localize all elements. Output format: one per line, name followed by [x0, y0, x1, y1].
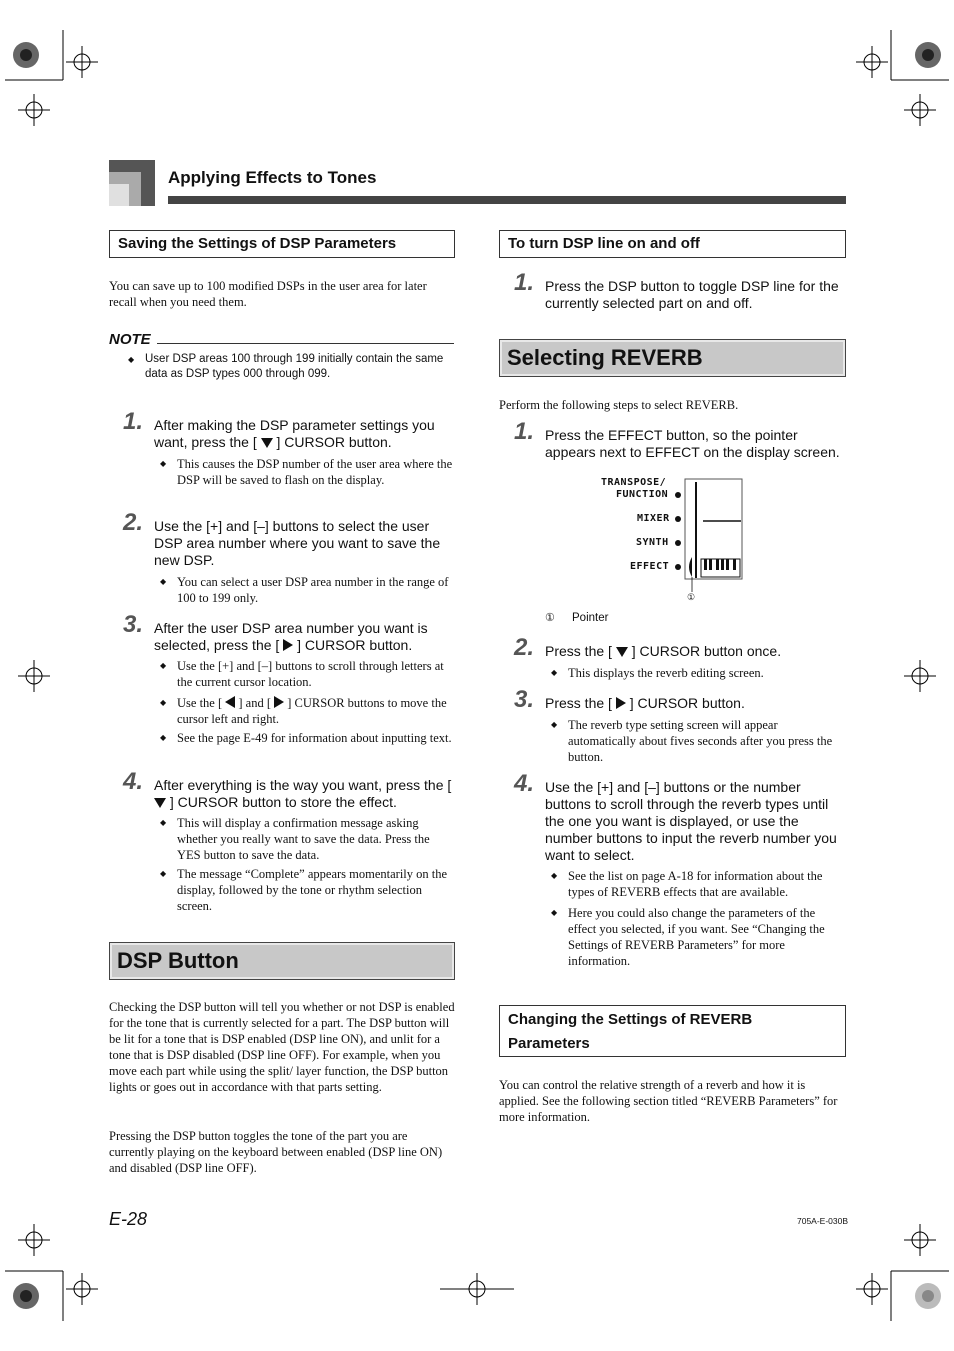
step-number: 1.	[123, 408, 144, 435]
note-title: NOTE	[109, 331, 151, 348]
section-title: Applying Effects to Tones	[168, 168, 377, 187]
pointer-number: ①	[545, 612, 555, 624]
reg-mark-tl	[66, 46, 98, 78]
cursor-right-icon	[274, 696, 284, 708]
step-number: 4.	[514, 770, 535, 797]
list-item: ◆ Use the [+] and [–] buttons to scroll through letters at the current cursor location.	[160, 659, 444, 689]
reg-mark-tl2	[18, 94, 50, 126]
note-rule	[157, 343, 454, 344]
step-number: 2.	[123, 509, 144, 536]
toggle-heading: To turn DSP line on and off	[499, 230, 846, 258]
step-text: Use the [+] and [–] buttons or the number buttons to scroll through the reverb types until the one you want is displayed, or use the number buttons to input the reverb number you want to select.	[545, 779, 837, 863]
list-item: ◆ The reverb type setting screen will appear automatically about fives seconds after you press the button.	[551, 718, 833, 764]
document-code: 705A-E-030B	[797, 1216, 849, 1226]
cursor-down-icon	[616, 647, 628, 657]
pointer-label: Pointer	[572, 612, 609, 624]
lcd-label-function: FUNCTION	[616, 489, 669, 500]
list-item: ◆ This will display a confirmation message asking whether you really want to save the data. Press the YES button to save the data.	[160, 816, 430, 862]
lcd-label-effect: EFFECT	[630, 561, 670, 572]
step-number: 1.	[514, 269, 535, 296]
list-item: ◆ See the page E-49 for information about inputting text.	[160, 731, 452, 745]
cursor-down-icon	[261, 438, 273, 448]
reverb-heading: Selecting REVERB	[499, 339, 846, 377]
step-number: 3.	[123, 611, 144, 638]
reverb-intro: Perform the following steps to select REVERB.	[499, 398, 739, 412]
list-item: ◆ Use the [ ] and [ ] CURSOR buttons to move the cursor left and right.	[160, 696, 447, 726]
lcd-display-diagram	[672, 476, 746, 606]
cursor-right-icon	[283, 639, 293, 651]
section-tab-graphic	[109, 160, 155, 206]
list-item: ◆ See the list on page A-18 for information about the types of REVERB effects that are available.	[551, 869, 823, 899]
step-number: 3.	[514, 686, 535, 713]
lcd-label-transpose: TRANSPOSE/	[601, 477, 667, 488]
step-text: Press the [ ] CURSOR button once.	[545, 643, 782, 659]
dsp-button-heading: DSP Button	[109, 942, 455, 980]
changing-text: You can control the relative strength of a reverb and how it is applied. See the following section titled “REVERB Parameters” for more information.	[499, 1078, 838, 1124]
list-item: ◆ Here you could also change the parameters of the effect you selected, if you want. See “Changing the Settings of REVERB Parameters” for more information.	[551, 906, 825, 968]
lcd-callout: ①	[687, 592, 696, 602]
saving-heading: Saving the Settings of DSP Parameters	[109, 230, 455, 258]
cursor-down-icon	[154, 798, 166, 808]
list-item: ◆ This displays the reverb editing screen.	[551, 666, 764, 680]
dsp-paragraph-2: Pressing the DSP button toggles the tone of the part you are currently playing on the keyboard between enabled (DSP line ON) and disabled (DSP line OFF).	[109, 1129, 443, 1175]
page-number: E-28	[109, 1209, 148, 1229]
step-number: 1.	[514, 418, 535, 445]
saving-intro: You can save up to 100 modified DSPs in the user area for later recall when you need them.	[109, 279, 427, 309]
step-number: 4.	[123, 768, 144, 795]
step-text: After making the DSP parameter settings you want, press the [ ] CURSOR button.	[154, 417, 435, 450]
list-item: ◆ This causes the DSP number of the user area where the DSP will be saved to flash on the display.	[160, 457, 453, 487]
list-item: ◆ The message “Complete” appears momentarily on the display, followed by the tone or rhythm selection screen.	[160, 867, 448, 913]
step-text: Press the DSP button to toggle DSP line for the currently selected part on and off.	[545, 278, 839, 311]
cursor-right-icon	[616, 697, 626, 709]
step-number: 2.	[514, 634, 535, 661]
changing-heading: Changing the Settings of REVERB Parameters	[499, 1005, 846, 1057]
step-text: Use the [+] and [–] buttons to select the user DSP area number where you want to save the new DSP.	[154, 518, 441, 568]
step-text: Press the [ ] CURSOR button.	[545, 695, 745, 711]
lcd-label-mixer: MIXER	[637, 513, 670, 524]
step-text: After the user DSP area number you want is selected, press the [ ] CURSOR button.	[154, 620, 428, 653]
dsp-paragraph-1: Checking the DSP button will tell you whether or not DSP is enabled for the tone that is currently selected for a part. The DSP button will be lit for a tone that is DSP enabled (DSP line ON), and unlit for a tone that is DSP disabled (DSP line OFF). For example, when you move each part while using the split/ layer function, the DSP button lights or goes out in accordance with that parts setting.	[109, 1000, 455, 1094]
list-item: ◆ You can select a user DSP area number in the range of 100 to 199 only.	[160, 575, 449, 605]
note-bullet: ◆ User DSP areas 100 through 199 initially contain the same data as DSP types 000 through 099.	[128, 353, 444, 380]
header-rule	[168, 196, 846, 204]
cursor-left-icon	[225, 696, 235, 708]
step-text: Press the EFFECT button, so the pointer appears next to EFFECT on the display screen.	[545, 427, 840, 460]
lcd-label-synth: SYNTH	[636, 537, 669, 548]
step-text: After everything is the way you want, press the [ ] CURSOR button to store the effect.	[154, 777, 452, 810]
